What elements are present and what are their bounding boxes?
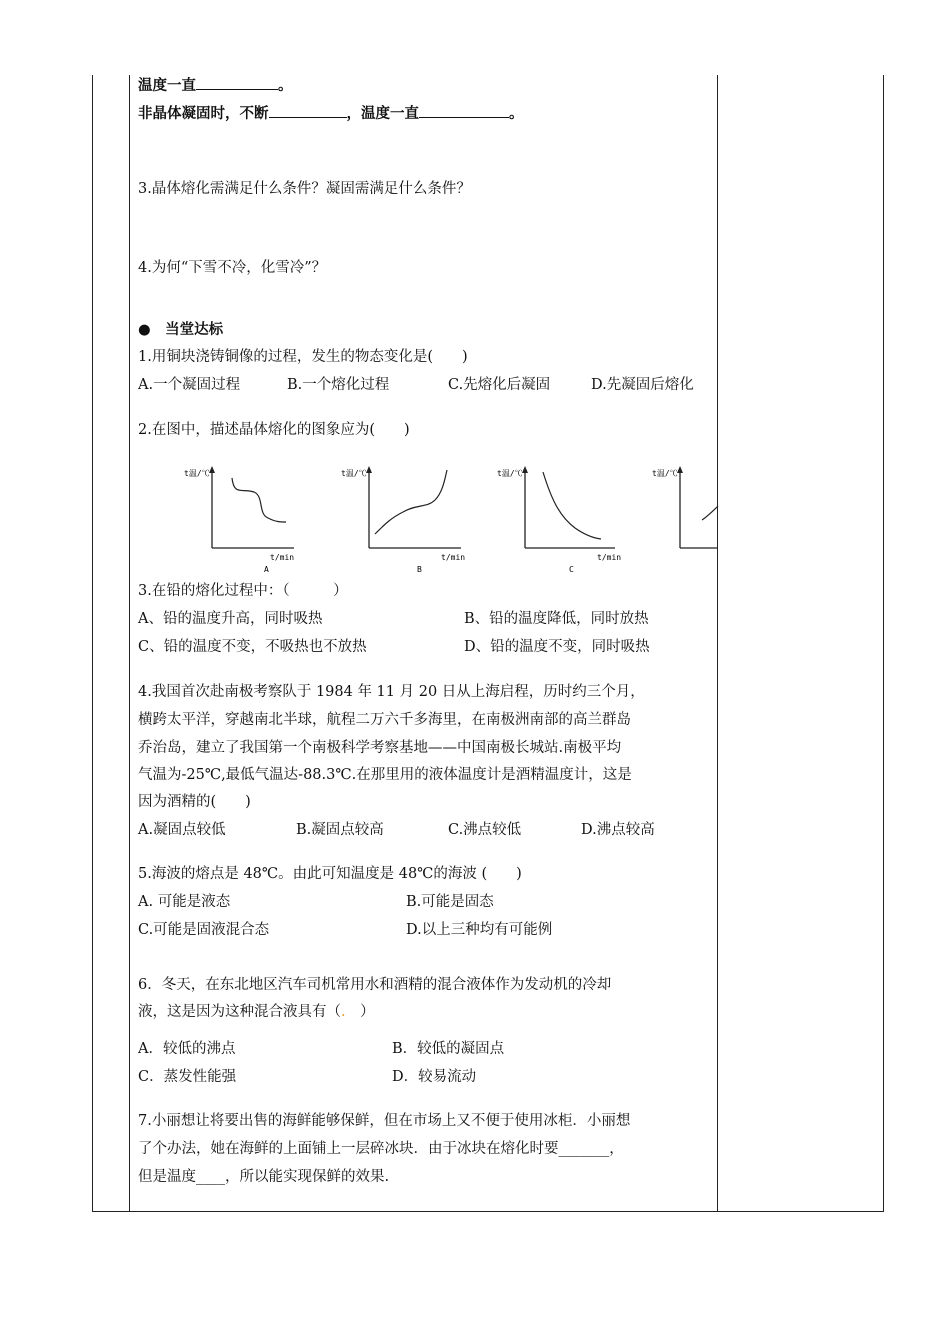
intro-text: 。 (509, 106, 524, 122)
curve-rising-plateau (375, 470, 447, 534)
curve-rising (702, 506, 718, 520)
q5-option[interactable]: D.以上三种均有可能例 (406, 922, 553, 938)
x-axis-label: t/min (597, 553, 622, 562)
q4-option[interactable]: D.沸点较高 (581, 822, 655, 838)
intro-text: 。 (278, 78, 293, 94)
q3-option[interactable]: B、铅的温度降低，同时放热 (464, 611, 649, 627)
graph-a-svg (184, 462, 304, 572)
q6-answer-mark: . (341, 1004, 346, 1020)
bullet-icon: ● (138, 322, 151, 338)
q7-text: ， (609, 1141, 624, 1157)
q2-stem: 2.在图中，描述晶体熔化的图象应为( ) (138, 422, 410, 438)
q5-stem: 5.海波的熔点是 48℃。由此可知温度是 48℃的海波 ( ) (138, 866, 522, 882)
q7-text: 但是温度 (138, 1169, 196, 1185)
answer-blank[interactable]: ____ (196, 1169, 225, 1185)
q7-line-3 (138, 1167, 389, 1187)
q3-option[interactable]: C、铅的温度不变，不吸热也不放热 (138, 639, 367, 655)
x-axis-label: t/min (270, 553, 295, 562)
table-right-column-divider (717, 75, 718, 1212)
curve-falling (543, 472, 601, 539)
intro-line-2 (138, 103, 524, 124)
q5-option[interactable]: B.可能是固态 (406, 894, 494, 910)
section-title: 当堂达标 (165, 322, 224, 338)
x-axis-label: t/min (441, 553, 466, 562)
answer-blank[interactable]: _______ (558, 1141, 610, 1157)
graph-letter: B (417, 565, 422, 574)
q4-option[interactable]: B.凝固点较高 (296, 822, 384, 838)
y-axis-label: t温/℃ (497, 469, 523, 478)
answer-blank[interactable] (419, 103, 509, 118)
q1-option[interactable]: D.先凝固后熔化 (591, 377, 694, 393)
graph-d[interactable] (652, 462, 718, 576)
intro-text: ，温度一直 (346, 106, 419, 122)
table-left-column-divider (129, 75, 130, 1212)
q1-option[interactable]: C.先熔化后凝固 (448, 377, 551, 393)
graph-letter: C (569, 565, 574, 574)
q3-option[interactable]: D、铅的温度不变，同时吸热 (464, 639, 650, 655)
q6-text: 液，这是因为这种混合液具有（ (138, 1004, 341, 1020)
q4-line: 乔治岛，建立了我国第一个南极科学考察基地——中国南极长城站.南极平均 (138, 740, 622, 756)
graph-a[interactable] (184, 462, 304, 576)
q3-option[interactable]: A、铅的温度升高，同时吸热 (138, 611, 323, 627)
graph-b-svg (341, 462, 471, 572)
arrow-icon (677, 466, 683, 473)
q1-stem: 1.用铜块浇铸铜像的过程，发生的物态变化是( ) (138, 349, 468, 365)
q4-line: 4.我国首次赴南极考察队于 1984 年 11 月 20 日从上海启程，历时约三个月， (138, 684, 645, 700)
q6-option[interactable]: B．较低的凝固点 (392, 1041, 505, 1057)
q7-text: 了个办法，她在海鲜的上面铺上一层碎冰块．由于冰块在熔化时要 (138, 1141, 559, 1157)
q3-stem: 3.在铅的熔化过程中：（ ） (138, 583, 348, 599)
q4-line: 气温为-25℃,最低气温达-88.3℃.在那里用的液体温度计是酒精温度计，这是 (138, 767, 632, 783)
intro-line-1 (138, 75, 293, 96)
q6-line-1: 6．冬天，在东北地区汽车司机常用水和酒精的混合液体作为发动机的冷却 (138, 977, 612, 993)
q6-line-2 (138, 1002, 375, 1022)
q7-text: ，所以能实现保鲜的效果. (225, 1169, 390, 1185)
q1-option[interactable]: B.一个熔化过程 (287, 377, 390, 393)
graph-d-svg (652, 462, 718, 572)
review-question-4: 4.为何“下雪不冷，化雪冷”？ (138, 260, 327, 276)
arrow-icon (366, 466, 372, 473)
q5-option[interactable]: A. 可能是液态 (138, 894, 231, 910)
q4-line: 横跨太平洋，穿越南北半球，航程二万六千多海里，在南极洲南部的高兰群岛 (138, 712, 631, 728)
answer-blank[interactable] (196, 75, 278, 90)
q6-option[interactable]: A．较低的沸点 (138, 1041, 236, 1057)
graph-b[interactable] (341, 462, 471, 576)
arrow-icon (522, 466, 528, 473)
y-axis-label: t温/℃ (652, 469, 678, 478)
intro-text: 非晶体凝固时，不断 (138, 106, 269, 122)
intro-text: 温度一直 (138, 78, 196, 94)
graph-c[interactable] (497, 462, 627, 576)
q1-option[interactable]: A.一个凝固过程 (138, 377, 241, 393)
graph-letter: A (264, 565, 269, 574)
y-axis-label: t温/℃ (341, 469, 367, 478)
q4-option[interactable]: A.凝固点较低 (138, 822, 226, 838)
graph-c-svg (497, 462, 627, 572)
q5-option[interactable]: C.可能是固液混合态 (138, 922, 270, 938)
review-question-3: 3.晶体熔化需满足什么条件？凝固需满足什么条件？ (138, 181, 471, 197)
answer-blank[interactable] (269, 103, 347, 118)
q7-line-1: 7.小丽想让将要出售的海鲜能够保鲜，但在市场上又不便于使用冰柜．小丽想 (138, 1113, 631, 1129)
q4-option[interactable]: C.沸点较低 (448, 822, 522, 838)
q7-line-2 (138, 1139, 624, 1159)
q6-option[interactable]: D．较易流动 (392, 1069, 477, 1085)
q6-option[interactable]: C．蒸发性能强 (138, 1069, 237, 1085)
curve-falling-plateau (232, 478, 286, 522)
q4-line: 因为酒精的( ) (138, 794, 251, 810)
q6-text: ） (345, 1004, 375, 1020)
section-heading (138, 320, 223, 340)
arrow-icon (209, 466, 215, 473)
y-axis-label: t温/℃ (184, 469, 210, 478)
